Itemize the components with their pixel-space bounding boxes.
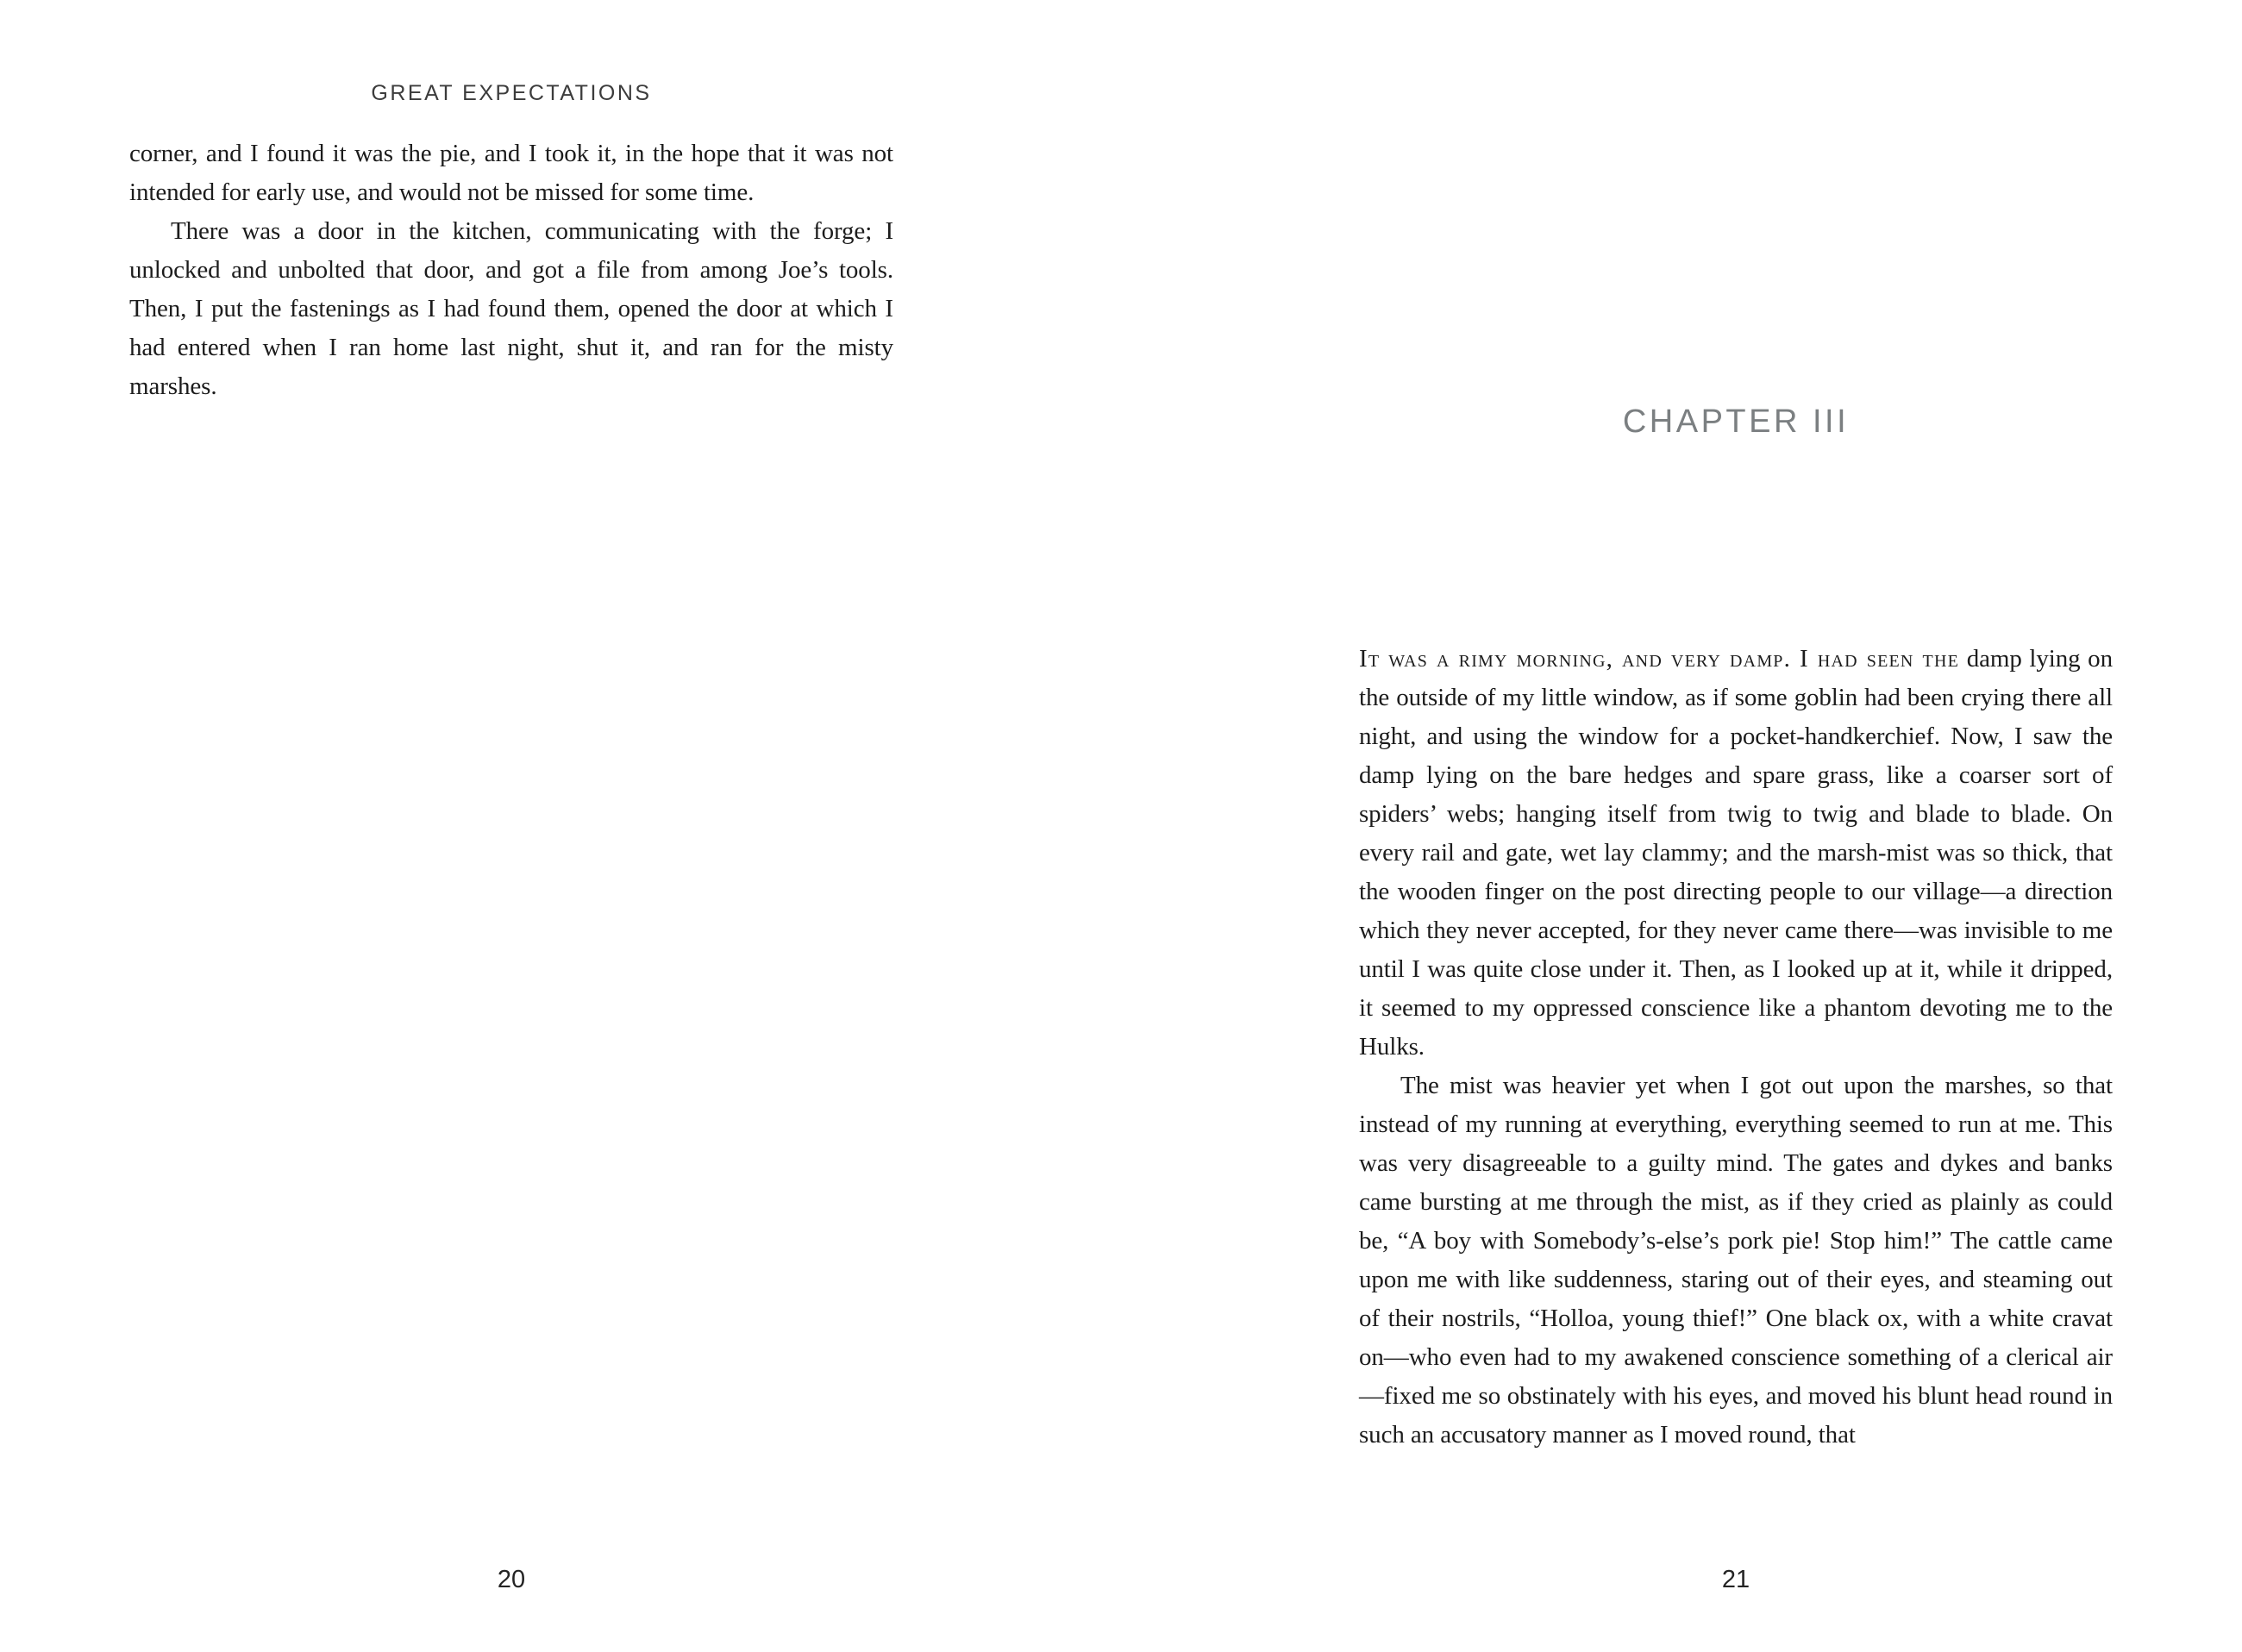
- paragraph: There was a door in the kitchen, communicating with the forge; I unlocked and unbolted that door, and got a file from among Joe’s tools. Then, I put the fastenings as I had found them, opened the door at which I had entered when I ran home last night, shut it, and ran for the misty marshes.: [129, 217, 893, 400]
- page-number-left: 20: [497, 1566, 526, 1593]
- page-number-right: 21: [1721, 1566, 1750, 1593]
- paragraph: The mist was heavier yet when I got out upon the marshes, so that instead of my running at everything, everything seemed to run at me. This was very disagreeable to a guilty mind. The gates and dykes and banks came bursting at me through the mist, as if they cried as plainly as could be, “A boy with Somebody’s-else’s pork pie! Stop him!” The cattle came upon me with like suddenness, staring out of their eyes, and steaming out of their nostrils, “Holloa, young thief!” One black ox, with a white cravat on—who even had to my awakened conscience something of a clerical air—fixed me so obstinately with his eyes, and moved his blunt head round in such an accusatory manner as I moved round, that: [1359, 1072, 2113, 1449]
- small-caps-lead: It was a rimy morning, and very damp. I had seen the: [1359, 645, 1960, 673]
- paragraph-continuation: corner, and I found it was the pie, and I took it, in the hope that it was not intended for early use, and would not be missed for some time.: [129, 140, 893, 206]
- running-head: GREAT EXPECTATIONS: [371, 81, 652, 105]
- right-page: [1359, 0, 2113, 1652]
- right-page-body: [1359, 640, 2113, 1455]
- chapter-heading: CHAPTER III: [1622, 404, 1850, 440]
- left-page: [129, 0, 893, 1652]
- chapter-opening-paragraph: [1359, 640, 2113, 1067]
- left-page-body: [129, 135, 893, 406]
- paragraph-text: damp lying on the outside of my little window, as if some goblin had been crying there all night, and using the window for a pocket-handkerchief. Now, I saw the damp lying on the bare hedges and spare grass, like a coarser sort of spiders’ webs; hanging itself from twig to twig and blade to blade. On every rail and gate, wet lay clammy; and the marsh-mist was so thick, that the wooden finger on the post directing people to our village—a direction which they never accepted, for they never came there—was invisible to me until I was quite close under it. Then, as I looked up at it, while it dripped, it seemed to my oppressed conscience like a phantom devoting me to the Hulks.: [1359, 645, 2113, 1061]
